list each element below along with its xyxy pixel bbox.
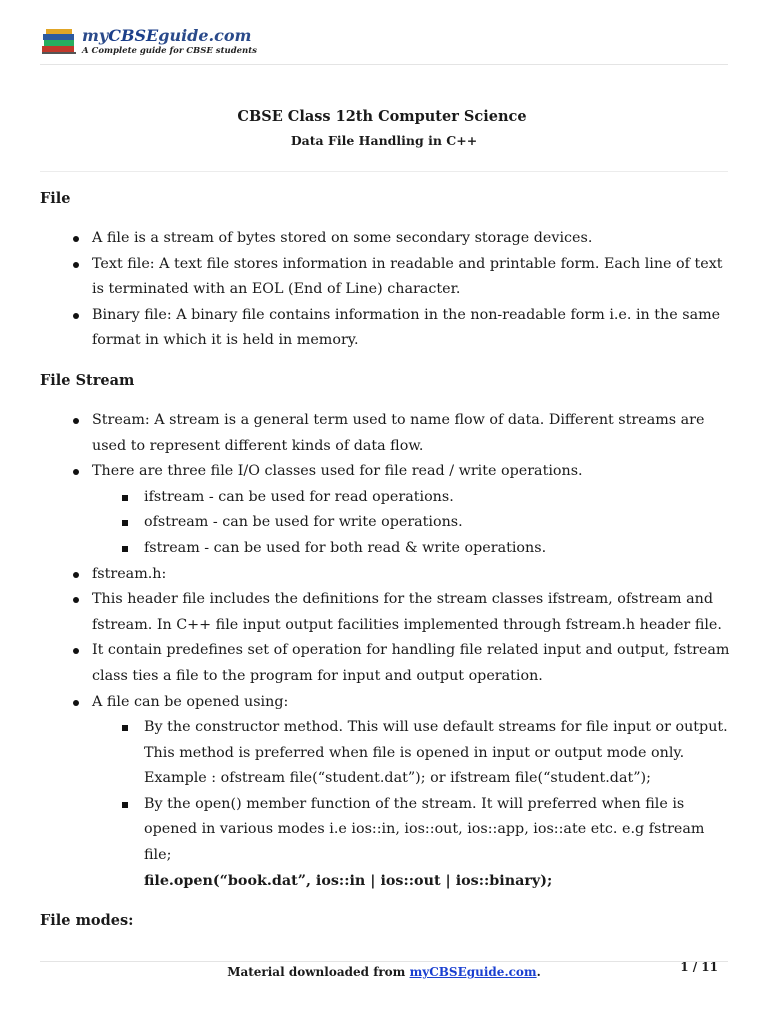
footer [0, 962, 768, 982]
footer-suffix: . [536, 965, 541, 979]
sub-list-item: ifstream - can be used for read operations. [92, 485, 730, 511]
list-item: It contain predefines set of operation for handling file related input and output, fstream class ties a file to the program for input and output operation. [40, 638, 730, 689]
sub-list-item [92, 792, 730, 894]
site-header [40, 24, 730, 64]
page-title: CBSE Class 12th Computer Science [237, 108, 527, 125]
title-divider [40, 171, 728, 172]
list-item-text: There are three file I/O classes used for file read / write operations. [92, 463, 583, 480]
file-stream-list [40, 408, 730, 894]
sub-list-item: ofstream - can be used for write operations. [92, 510, 730, 536]
document-body [40, 186, 730, 934]
list-item: Text file: A text file stores information in readable and printable form. Each line of text is terminated with an EOL (End of Line) character. [40, 252, 730, 303]
logo-wordmark[interactable]: myCBSEguide.com [82, 26, 252, 45]
sub-list-item: fstream - can be used for both read & write operations. [92, 536, 730, 562]
list-item: Binary file: A binary file contains information in the non-readable form i.e. in the same format in which it is held in memory. [40, 303, 730, 354]
open-method-list [92, 715, 730, 894]
footer-link[interactable]: myCBSEguide.com [409, 965, 537, 979]
page-subtitle: Data File Handling in C++ [290, 133, 478, 148]
list-item: This header file includes the definitions for the stream classes ifstream, ofstream and fstream. In C++ file input output facilities implemented through fstream.h header file. [40, 587, 730, 638]
header-divider [40, 64, 728, 65]
section-heading-file-modes: File modes: [40, 912, 134, 930]
page-number: 1 / 11 [680, 960, 718, 974]
list-item [40, 690, 730, 895]
file-list [40, 226, 730, 354]
section-heading-file: File [40, 190, 71, 207]
list-item-text: A file can be opened using: [92, 693, 289, 710]
list-item: Stream: A stream is a general term used to name flow of data. Different streams are used to represent different kinds of data flow. [40, 408, 730, 459]
logo-tagline: A Complete guide for CBSE students [82, 46, 257, 56]
footer-text: Material downloaded from [227, 965, 410, 979]
list-item [40, 459, 730, 561]
list-item: fstream.h: [40, 562, 730, 588]
document-title [0, 106, 768, 151]
section-heading-file-stream: File Stream [40, 371, 135, 389]
code-example: file.open(“book.dat”, ios::in | ios::out | ios::binary); [144, 872, 553, 889]
books-logo-icon [40, 26, 80, 56]
sub-list-item: By the constructor method. This will use default streams for file input or output. This method is preferred when file is opened in input or output mode only. Example : ofstream file(“student.dat”); or ifstream file(“student.dat”); [92, 715, 730, 792]
list-item: A file is a stream of bytes stored on some secondary storage devices. [40, 226, 730, 252]
sub-list-item-text: By the open() member function of the stream. It will preferred when file is opened in various modes i.e ios::in, ios::out, ios::app, ios::ate etc. e.g fstream file; [144, 795, 705, 864]
stream-class-list [92, 485, 730, 562]
